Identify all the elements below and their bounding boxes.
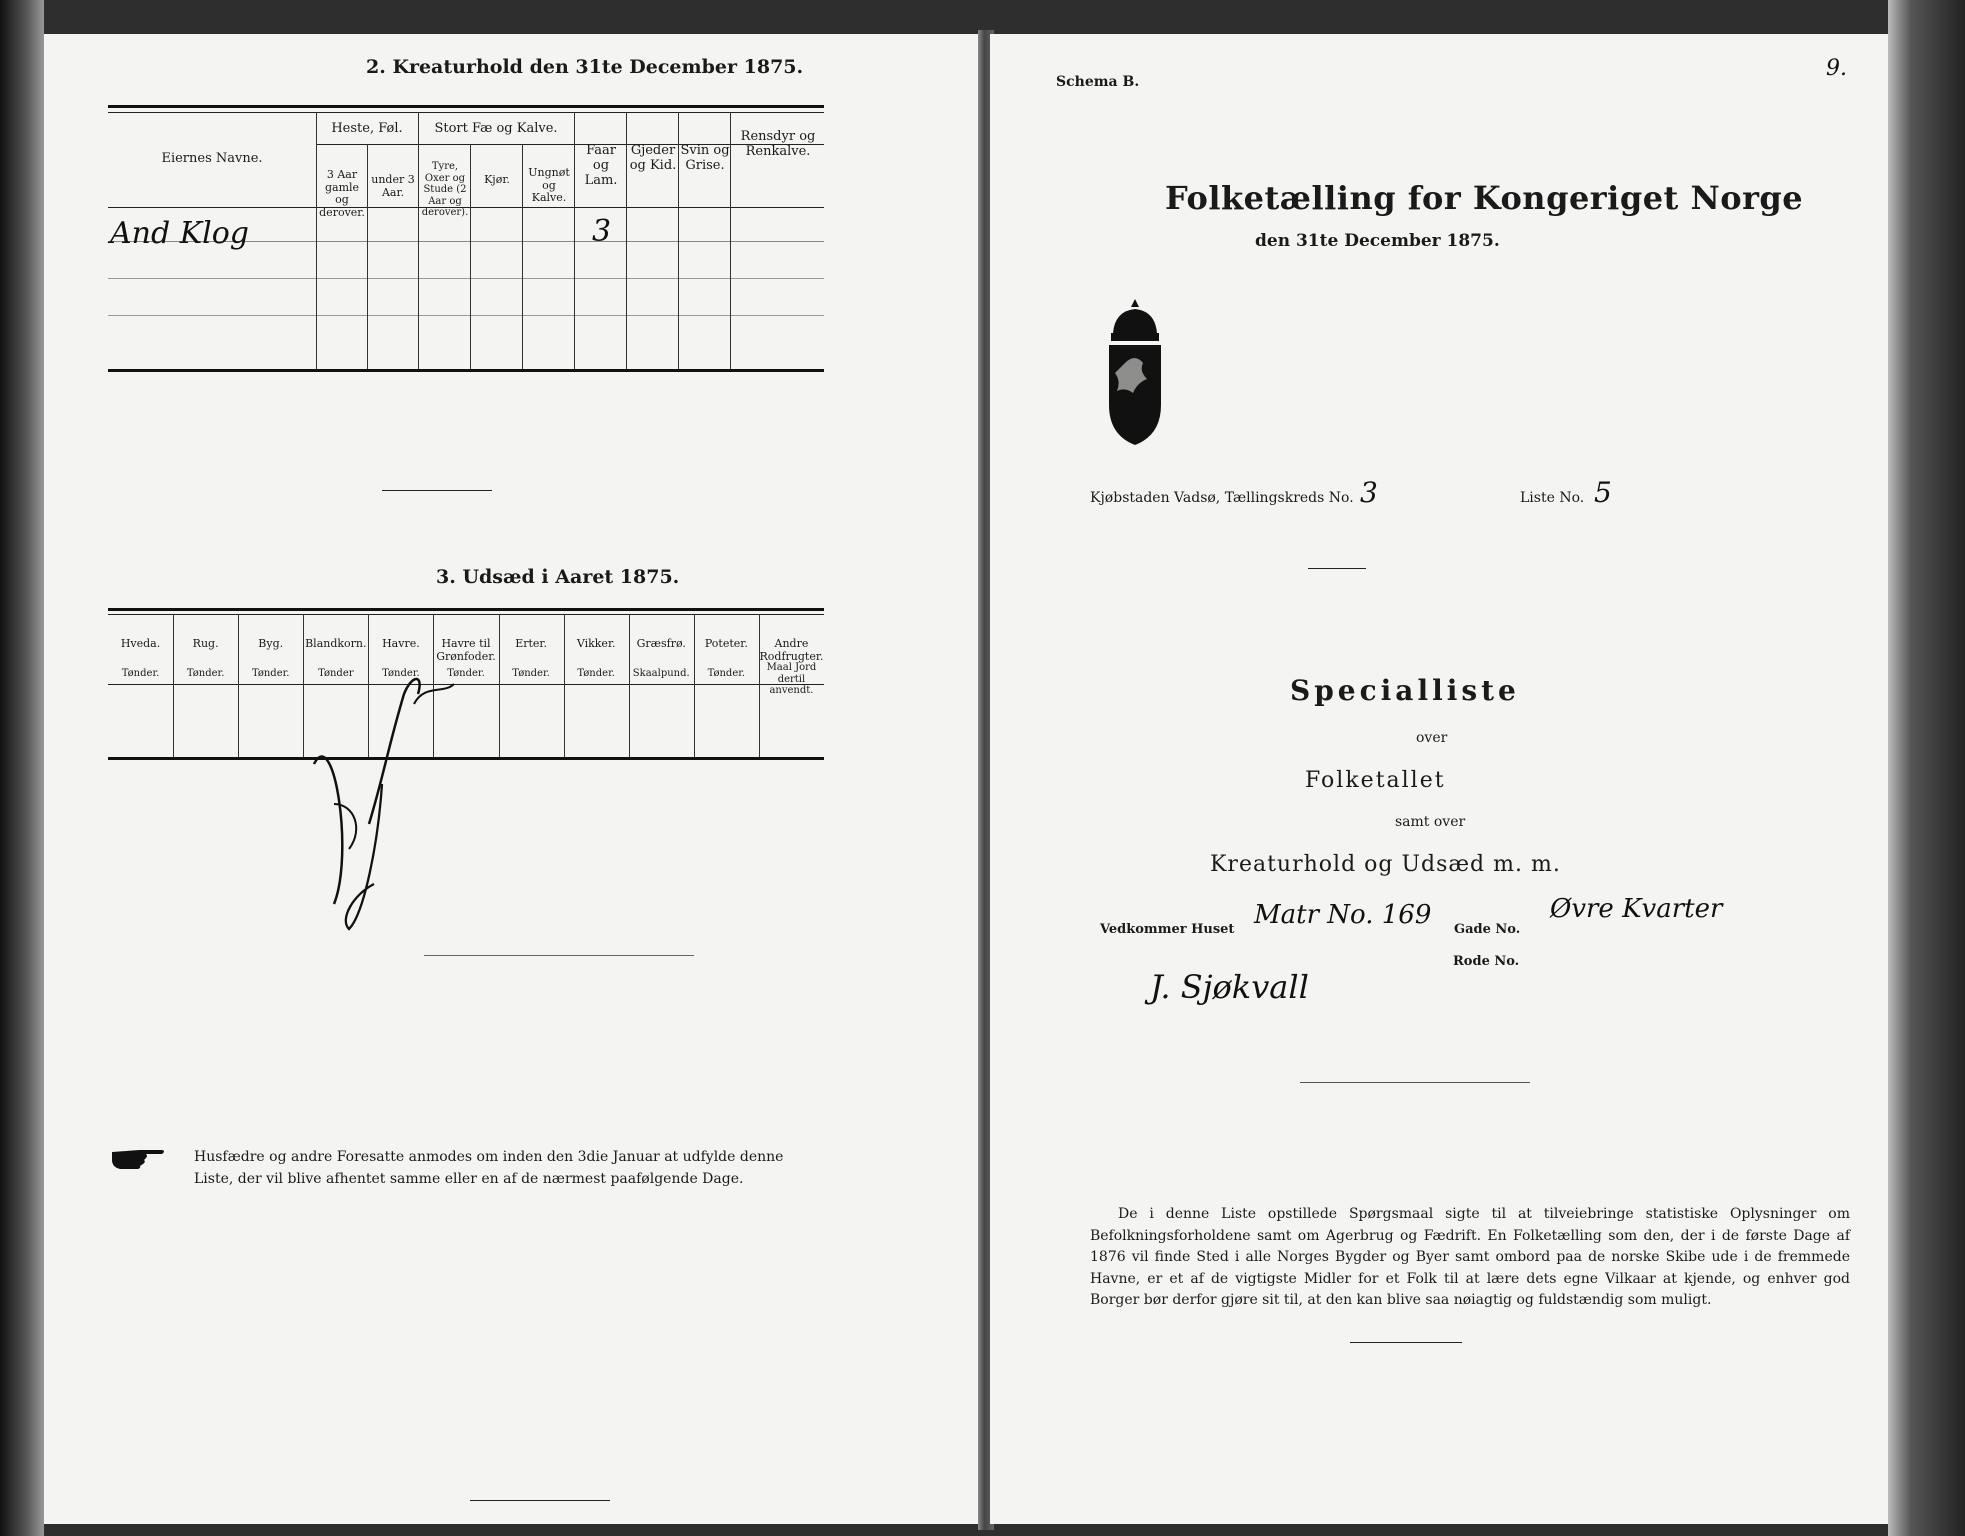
sowing-header-5: Havre til Grønfoder. [436, 637, 496, 663]
sowing-unit-6: Tønder. [512, 668, 550, 679]
folketallet-label: Folketallet [1305, 768, 1446, 793]
left-page [44, 34, 982, 1524]
col-divider [418, 112, 419, 369]
table-rule [108, 369, 824, 372]
header-cattle-oxen: Tyre, Oxer og Stude (2 Aar og derover). [421, 161, 469, 218]
header-horses-over3: 3 Aar gamle og derover. [319, 168, 365, 219]
huset-value-handwritten: Matr No. 169 [1254, 900, 1432, 930]
sowing-header-9: Poteter. [704, 637, 748, 650]
sowing-header-4: Havre. [382, 637, 420, 650]
sowing-col-divider [499, 614, 500, 757]
section3-title: 3. Udsæd i Aaret 1875. [436, 566, 680, 588]
col-divider [626, 112, 627, 369]
sowing-unit-2: Tønder. [251, 668, 290, 679]
sowing-col-divider [173, 614, 174, 757]
table-rule [108, 315, 824, 316]
sowing-mark-text [44, 34, 45, 35]
table-rule [108, 105, 824, 108]
sowing-unit-5: Tønder. [447, 668, 485, 679]
document-title: Folketælling for Kongeriget Norge [1165, 179, 1804, 217]
separator-rule [382, 490, 492, 491]
sheep-count-handwritten: 3 [592, 214, 612, 249]
sowing-header-2: Byg. [258, 637, 284, 650]
sowing-unit-10: Maal Jord dertil anvendt. [766, 662, 817, 696]
specialliste-heading: Specialliste [1290, 674, 1520, 707]
sowing-header-6: Erter. [515, 637, 547, 650]
header-sheep: Faar og Lam. [584, 143, 618, 188]
sowing-unit-3: Tønder [318, 668, 354, 679]
col-divider [316, 112, 317, 369]
book-edge-right [1888, 0, 1965, 1536]
schema-label: Schema B. [1056, 74, 1140, 90]
gade-value-handwritten: Øvre Kvarter [1550, 894, 1723, 924]
kreaturhold-label: Kreaturhold og Udsæd m. m. [1210, 852, 1561, 877]
section2-title: 2. Kreaturhold den 31te December 1875. [366, 56, 804, 78]
header-horses-under3: under 3 Aar. [371, 173, 415, 199]
header-horses: Heste, Føl. [331, 121, 403, 136]
owner-signature-handwritten: J. Sjøkvall [1150, 968, 1309, 1006]
col-divider [522, 144, 523, 369]
document-subtitle: den 31te December 1875. [1255, 231, 1500, 251]
samt-over-label: samt over [1395, 814, 1466, 830]
sowing-unit-9: Tønder. [707, 668, 746, 679]
sowing-header-7: Vikker. [576, 637, 616, 650]
sowing-unit-0: Tønder. [121, 668, 160, 679]
pointing-hand-icon [110, 1142, 166, 1170]
over-label: over [1416, 730, 1448, 746]
col-divider [678, 112, 679, 369]
liste-label: Liste No. [1520, 490, 1585, 506]
rode-label: Rode No. [1453, 954, 1520, 969]
sowing-mark-handwritten [294, 654, 494, 934]
sowing-header-0: Hveda. [120, 637, 161, 650]
sowing-unit-1: Tønder. [186, 668, 225, 679]
explanation-paragraph: De i denne Liste opstillede Spørgsmaal sigte til at tilveiebringe statistiske Oplysninger om Befolkningsforholdene samt om Agerbrug og Fædrift. En Folketælling som den, der i de første Dage af 1876 vil finde Sted i alle Norges Bygder og Byer samt ombord paa de norske Skibe ude i de fremmede Havne, er et af de vigtigste Midler for et Folk til at lære dets egne Vilkaar at kjende, og enhver god Borger bør derfor gjøre sit til, at den kan blive saa nøiagtig og fuldstændig som muligt. [1090, 1206, 1850, 1308]
sowing-col-divider [238, 614, 239, 757]
separator-rule [424, 955, 694, 956]
separator-rule [1308, 568, 1366, 569]
kjobstad-label: Kjøbstaden Vadsø, Tællingskreds No. [1090, 490, 1354, 506]
table-rule [108, 614, 824, 615]
sowing-header-10: Andre Rodfrugter. [759, 637, 824, 663]
header-cattle: Stort Fæ og Kalve. [434, 121, 558, 136]
col-divider [574, 112, 575, 369]
col-divider [367, 144, 368, 369]
col-divider [470, 144, 471, 369]
owner-name-handwritten: And Klog [110, 216, 249, 251]
header-reindeer: Rensdyr og Renkalve. [740, 129, 816, 159]
sowing-col-divider [564, 614, 565, 757]
vedkommer-label: Vedkommer Huset [1100, 922, 1235, 937]
page-number: 9. [1826, 56, 1847, 81]
notice-text: Husfædre og andre Foresatte anmodes om inden den 3die Januar at udfylde denne Liste, der vil blive afhentet samme eller en af de nærmest paafølgende Dage. [194, 1149, 784, 1187]
coat-of-arms-icon [1095, 297, 1175, 447]
kreds-number: 3 [1360, 476, 1378, 509]
sowing-header-1: Rug. [192, 637, 219, 650]
col-divider [730, 112, 731, 369]
table-rule [108, 608, 824, 611]
table-rule [108, 112, 824, 113]
header-owner-name: Eiernes Navne. [161, 151, 263, 166]
header-cattle-cows: Kjør. [484, 173, 510, 186]
header-cattle-young: Ungnøt og Kalve. [528, 166, 570, 205]
sowing-col-divider [694, 614, 695, 757]
book-edge-left [0, 0, 44, 1536]
sowing-unit-8: Skaalpund. [632, 668, 690, 679]
header-pigs: Svin og Grise. [680, 143, 730, 173]
sowing-col-divider [629, 614, 630, 757]
table-rule [108, 278, 824, 279]
sowing-header-3: Blandkorn. [305, 637, 367, 650]
sowing-unit-7: Tønder. [577, 668, 615, 679]
liste-number: 5 [1594, 476, 1612, 509]
separator-rule [470, 1500, 610, 1501]
gade-label: Gade No. [1454, 922, 1521, 937]
right-page [990, 34, 1888, 1524]
sowing-header-8: Græsfrø. [636, 637, 686, 650]
sowing-unit-4: Tønder. [382, 668, 420, 679]
separator-rule [1300, 1082, 1530, 1083]
header-goats: Gjeder og Kid. [629, 143, 677, 173]
separator-rule [1350, 1342, 1462, 1343]
